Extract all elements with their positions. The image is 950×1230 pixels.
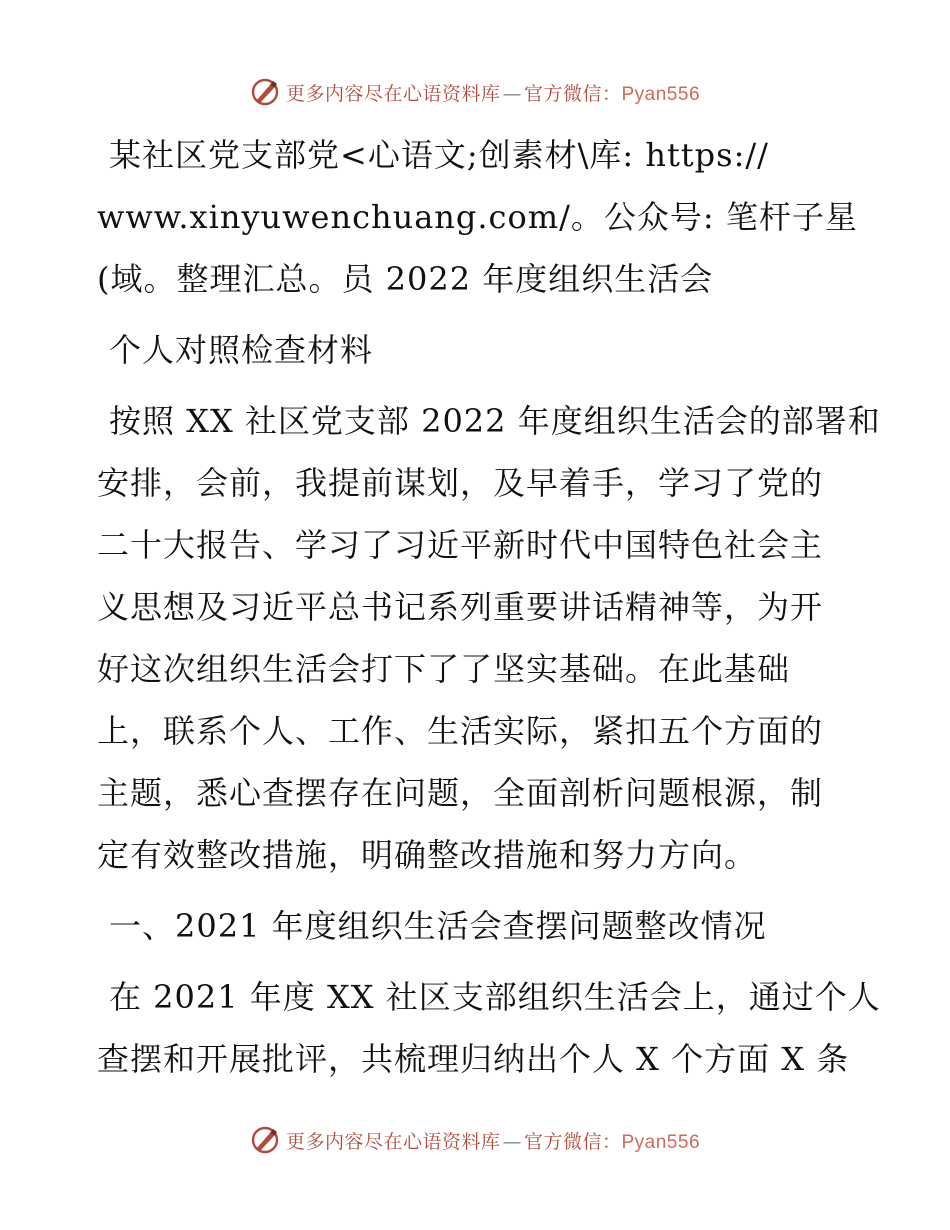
- bottom-watermark-banner: [0, 1120, 950, 1160]
- intro-line: 按照 XX 社区党支部 2022 年度组织生活会的部署和: [109, 402, 881, 440]
- intro-line: 安排，会前，我提前谋划，及早着手，学习了党的: [97, 464, 824, 502]
- watermark-main: 更多内容尽在心语资料库: [285, 1130, 501, 1153]
- top-watermark-banner: [0, 72, 950, 112]
- watermark-main: 更多内容尽在心语资料库: [285, 82, 501, 105]
- section-body-line: 查摆和开展批评，共梳理归纳出个人 X 个方面 X 条: [97, 1040, 850, 1078]
- watermark-label: 官方微信：: [523, 82, 622, 105]
- section-heading: 一、2021 年度组织生活会查摆问题整改情况: [109, 907, 767, 945]
- title-line-3: (域。整理汇总。员 2022 年度组织生活会: [97, 260, 714, 298]
- watermark-dash: —: [502, 82, 522, 105]
- watermark-text: [286, 79, 700, 106]
- watermark-label: 官方微信：: [523, 1130, 622, 1153]
- title-line-1: 某社区党支部党<心语文;创素材\库: https://: [109, 136, 769, 174]
- intro-line: 二十大报告、学习了习近平新时代中国特色社会主: [97, 526, 824, 564]
- watermark-wechat-id: Pyan556: [621, 83, 701, 105]
- pen-logo-icon: [250, 1125, 280, 1155]
- title-line-2: www.xinyuwenchuang.com/。公众号: 笔杆子星: [97, 198, 858, 236]
- intro-line: 上，联系个人、工作、生活实际，紧扣五个方面的: [97, 712, 824, 750]
- title-line-4: 个人对照检查材料: [109, 331, 374, 369]
- intro-line: 好这次组织生活会打下了了坚实基础。在此基础: [97, 650, 791, 688]
- document-body: [97, 124, 881, 1090]
- watermark-dash: —: [502, 1130, 522, 1153]
- pen-logo-icon: [250, 77, 280, 107]
- intro-line: 义思想及习近平总书记系列重要讲话精神等，为开: [97, 588, 824, 626]
- section-body-line: 在 2021 年度 XX 社区支部组织生活会上，通过个人: [109, 978, 881, 1016]
- watermark-text: [286, 1127, 700, 1154]
- intro-line: 主题，悉心查摆存在问题，全面剖析问题根源，制: [97, 774, 824, 812]
- intro-line: 定有效整改措施，明确整改措施和努力方向。: [97, 836, 758, 874]
- watermark-wechat-id: Pyan556: [621, 1131, 701, 1153]
